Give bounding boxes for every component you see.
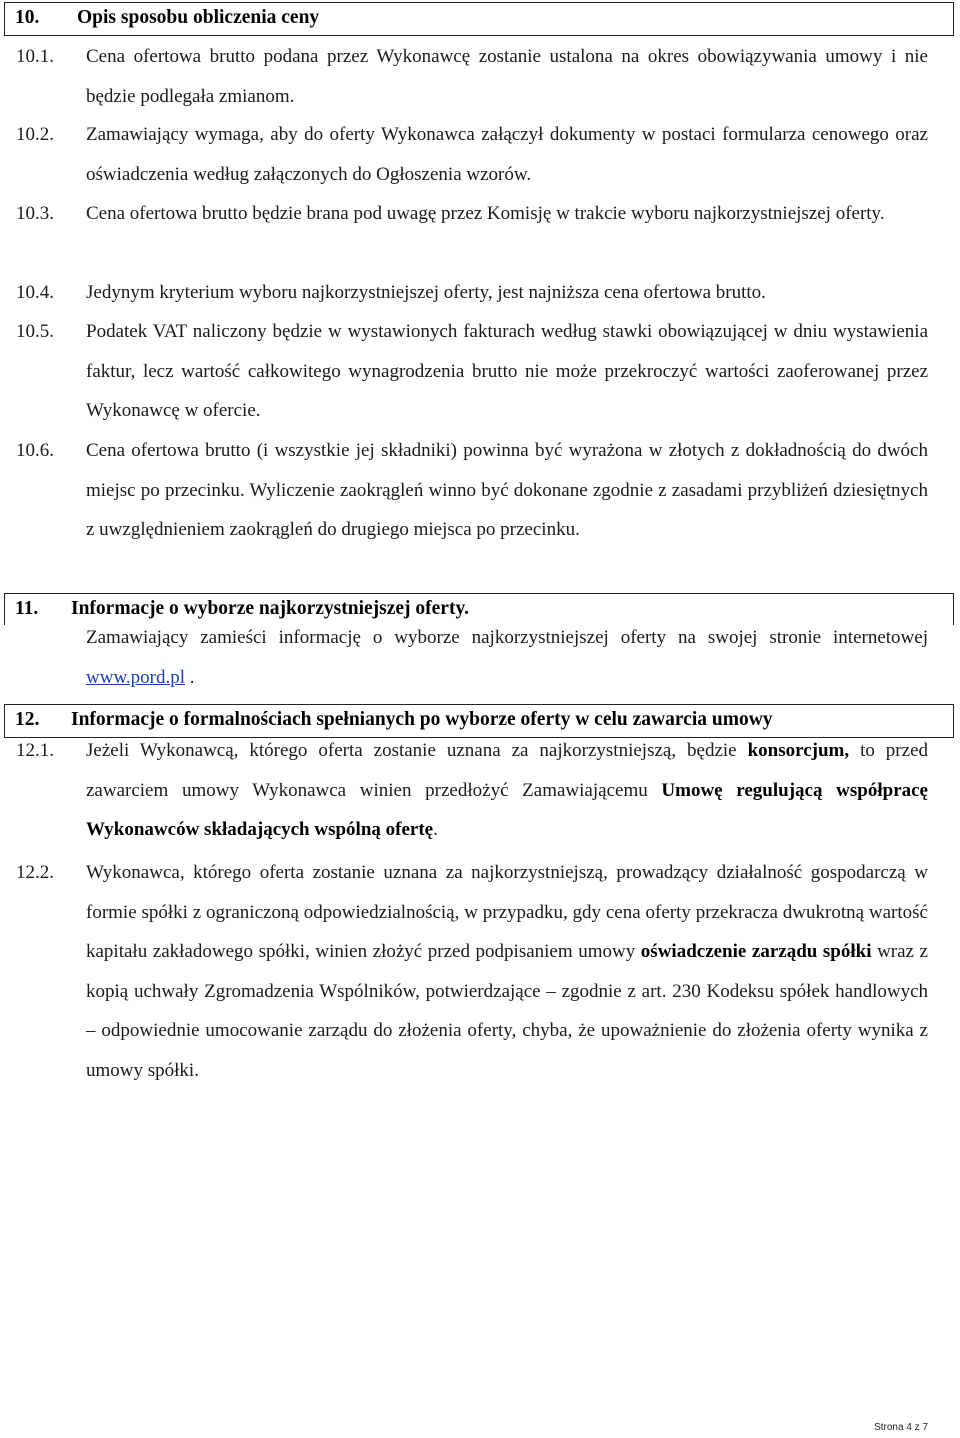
text-part: Wykonawca, którego oferta zostanie uznana za najkorzystniejszą, prowadzący działalność gospodarczą w formie spółki z ograniczoną odpowiedzialnością, w przypadku, gdy cena oferty przekracza dwukrotną wartość kapitału zakładowego spółki, winien złożyć przed podpisaniem umowy (86, 862, 928, 962)
page-number: Strona 4 z 7 (874, 1422, 928, 1433)
body-text: Zamawiający zamieści informację o wyborze najkorzystniejszej oferty na swojej stronie internetowej (86, 627, 928, 648)
section-11-body (86, 618, 928, 698)
item-10-4 (16, 273, 928, 313)
item-text: Zamawiający wymaga, aby do oferty Wykonawca załączył dokumenty w postaci formularza cenowego oraz oświadczenia według załączonych do Ogłoszenia wzorów. (86, 124, 928, 185)
item-10-1 (16, 37, 928, 116)
item-text: Cena ofertowa brutto będzie brana pod uwagę przez Komisję w trakcie wyboru najkorzystniejszej oferty. (86, 203, 885, 224)
item-12-1 (16, 731, 928, 850)
section-number: 11. (15, 598, 39, 619)
section-header-10 (4, 2, 954, 36)
item-12-2 (16, 853, 928, 1090)
item-text (86, 853, 928, 1090)
item-number: 10.5. (16, 321, 54, 342)
item-number: 10.3. (16, 203, 54, 224)
website-link[interactable]: www.pord.pl (86, 667, 186, 688)
text-part: to przed zawarciem umowy Wykonawca winien przedłożyć Zamawiającemu (86, 740, 928, 801)
item-10-6 (16, 431, 928, 550)
item-number: 10.6. (16, 440, 54, 461)
text-part: wraz z kopią uchwały Zgromadzenia Wspólników, potwierdzające – zgodnie z art. 230 Kodeksu spółek handlowych – odpowiednie umocowanie zarządu do złożenia oferty, chyba, że upoważnienie do złożenia oferty wynika z umowy spółki. (86, 941, 928, 1081)
item-10-2 (16, 115, 928, 194)
section-title: Opis sposobu obliczenia ceny (77, 7, 320, 28)
body-text-end: . (185, 667, 195, 688)
item-number: 12.1. (16, 740, 54, 761)
item-text: Cena ofertowa brutto podana przez Wykonawcę zostanie ustalona na okres obowiązywania umowy i nie będzie podlegała zmianom. (86, 46, 928, 107)
item-text: Jedynym kryterium wyboru najkorzystniejszej oferty, jest najniższa cena ofertowa brutto. (86, 282, 766, 303)
text-part: Jeżeli Wykonawcą, którego oferta zostanie uznana za najkorzystniejszą, będzie (86, 740, 748, 761)
item-number: 10.4. (16, 282, 54, 303)
text-bold: oświadczenie zarządu spółki (640, 941, 872, 962)
section-title: Informacje o wyborze najkorzystniejszej oferty. (71, 598, 469, 619)
item-10-3 (16, 194, 928, 234)
section-number: 12. (15, 709, 40, 730)
item-text: Cena ofertowa brutto (i wszystkie jej składniki) powinna być wyrażona w złotych z dokładnością do dwóch miejsc po przecinku. Wyliczenie zaokrągleń winno być dokonane zgodnie z zasadami przybliżeń dziesiętnych z uwzględnieniem zaokrągleń do drugiego miejsca po przecinku. (86, 440, 928, 540)
item-number: 10.1. (16, 46, 54, 67)
section-number: 10. (15, 7, 40, 28)
item-number: 12.2. (16, 862, 54, 883)
item-text: Podatek VAT naliczony będzie w wystawionych fakturach według stawki obowiązującej w dniu wystawienia faktur, lecz wartość całkowitego wynagrodzenia brutto nie może przekroczyć wartości zaoferowanej przez Wykonawcę w ofercie. (86, 321, 928, 421)
item-text (86, 731, 928, 850)
text-bold: konsorcjum, (747, 740, 850, 761)
text-bold: Umowę regulującą współpracę Wykonawców składających wspólną ofertę (86, 779, 928, 840)
item-number: 10.2. (16, 124, 54, 145)
item-10-5 (16, 312, 928, 431)
text-part: . (433, 819, 438, 840)
section-title: Informacje o formalnościach spełnianych po wyborze oferty w celu zawarcia umowy (71, 709, 773, 730)
